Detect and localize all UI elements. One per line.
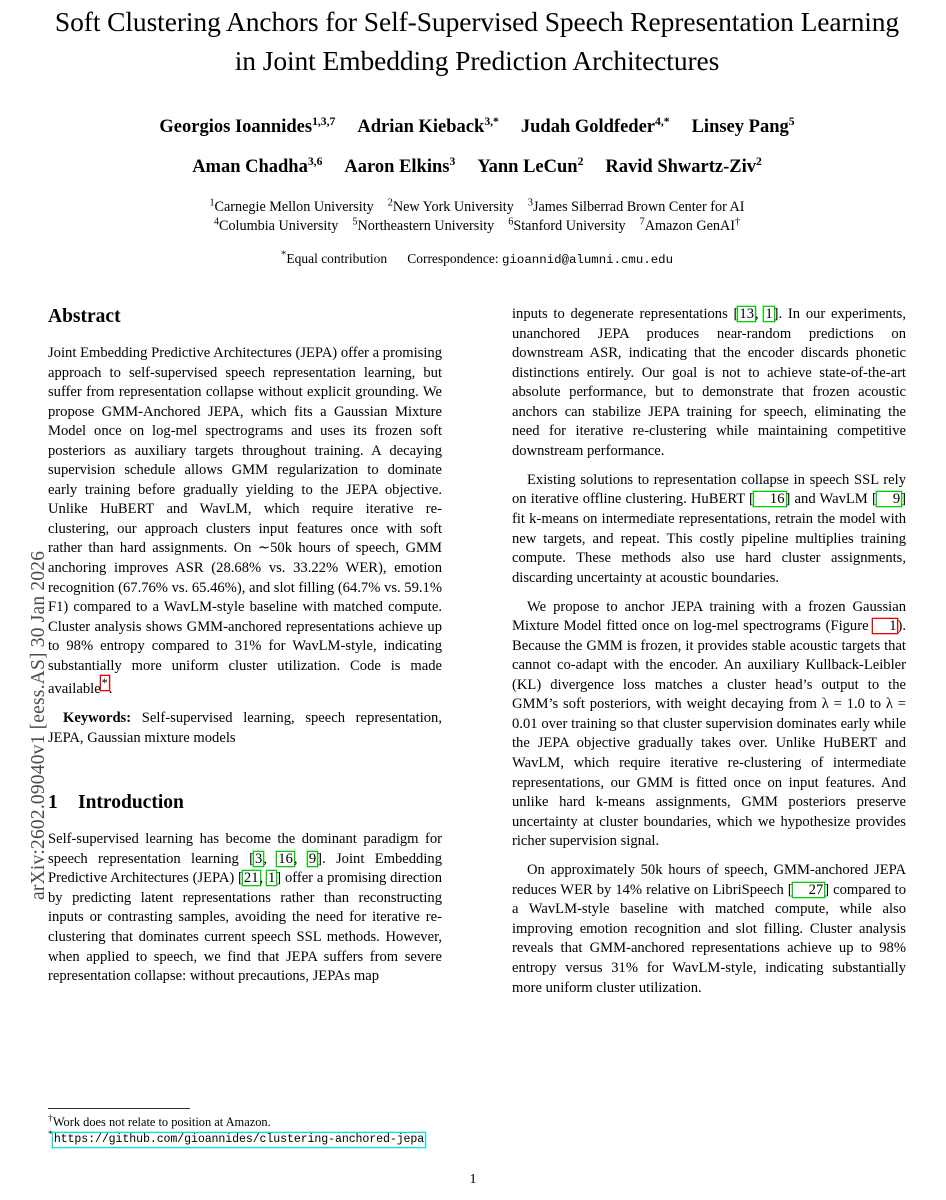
author-affiliation-sup: 1,3,7 — [312, 114, 336, 128]
right-column — [512, 305, 906, 998]
section-title: Introduction — [78, 792, 184, 814]
citation-link[interactable]: 13 — [739, 306, 754, 322]
affiliation-index: 1 — [209, 197, 215, 209]
keywords-paragraph — [48, 709, 442, 748]
arxiv-stamp-text: arXiv:2602.09040v1 [eess.AS] 30 Jan 2026 — [28, 550, 49, 900]
author-name: Adrian Kieback — [357, 117, 485, 137]
author — [357, 114, 499, 137]
left-column — [48, 305, 442, 987]
footnote-block — [48, 1108, 442, 1147]
author-name: Linsey Pang — [691, 117, 789, 137]
rc2-text-b: ] and WavLM [ — [785, 491, 877, 508]
abstract-paragraph — [48, 344, 442, 700]
affiliation-name: Columbia University — [219, 218, 339, 234]
affiliation — [209, 199, 373, 215]
title-block — [48, 0, 906, 269]
keywords-label: Keywords: — [63, 710, 132, 727]
rc2-text-a: Existing solutions to representation collapse in speech SSL rely on iterative offline clustering. HuBERT [ — [512, 471, 906, 508]
abstract-code-footnote-link[interactable]: * — [101, 676, 108, 691]
correspondence-label: Correspondence: — [407, 251, 499, 266]
citation-link[interactable]: 16 — [278, 850, 293, 867]
author-affiliation-sup: 3 — [449, 154, 456, 168]
citation-link[interactable]: 9 — [877, 492, 901, 506]
page-title: Soft Clustering Anchors for Self-Supervised Speech Representation Learning in Joint Embedding Prediction Architectures — [54, 6, 900, 76]
affiliation-name: Northeastern University — [357, 218, 495, 234]
intro-text-d: ]. Joint Embedding Predictive Architectures (JEPA) [ — [48, 850, 442, 887]
affiliation-index: 3 — [527, 197, 533, 209]
rc3-text-b: ). Because the GMM is frozen, it provides stable acoustic targets that cannot co-adapt with the encoder. An auxiliary Kullback-Leibler (KL) divergence loss matches a cluster head’s output to the GMM’s soft posteriors, with weight decaying from λ = 1.0 to λ = 0.01 over training so that cluster supervision dominates early while the JEPA objective gradually takes over. Unlike HuBERT and WavLM, which require iterative re-clustering of intermediate representations, our GMM is fitted once on input features. And unlike hard k-means assignments, GMM posteriors preserve uncertainty at cluster boundaries, which we hypothesize provides richer supervision signal. — [512, 618, 906, 850]
equal-contribution-label: Equal contribution — [286, 251, 388, 266]
affiliation — [214, 218, 339, 234]
author-name: Aman Chadha — [192, 157, 308, 177]
dagger-marker: † — [734, 216, 741, 228]
equal-contribution-marker: * — [280, 248, 287, 261]
author-name: Yann LeCun — [477, 157, 578, 177]
affiliations — [48, 198, 906, 236]
affiliation — [352, 218, 494, 234]
introduction-heading — [48, 791, 442, 815]
page-number: 1 — [469, 1172, 477, 1187]
affiliation — [640, 218, 740, 234]
affiliation-line-2 — [48, 217, 906, 236]
citation-link[interactable]: 1 — [765, 306, 773, 322]
affiliation-name: Stanford University — [513, 218, 626, 234]
author-name: Georgios Ioannides — [159, 117, 313, 137]
author — [477, 154, 584, 177]
affiliation — [528, 199, 745, 215]
abstract-text-end: . — [108, 681, 113, 698]
citation-link[interactable]: 9 — [308, 850, 317, 867]
keywords-text: Self-supervised learning, speech representation, JEPA, Gaussian mixture models — [48, 710, 442, 746]
intro-text-f: ] offer a promising direction by predicting latent representations rather than reconstructing inputs or contrasting samples, avoiding the need for iterative re-clustering that dominates current speech SSL methods. However, when applied to speech, we find that JEPA suffers from severe representation collapse: without precautions, JEPAs map — [48, 870, 443, 985]
author-affiliation-sup: 2 — [577, 154, 584, 168]
affiliation-line-1 — [48, 198, 906, 217]
footnote-dagger-text: Work does not relate to position at Amazon. — [52, 1115, 271, 1129]
affiliation-index: 7 — [639, 216, 645, 228]
affiliation-index: 4 — [213, 216, 219, 228]
intro-text-c: , — [293, 850, 308, 867]
rc3-text-a: We propose to anchor JEPA training with a frozen Gaussian Mixture Model fitted once on log-mel spectrograms (Figure — [512, 598, 906, 635]
author — [192, 154, 323, 177]
author-affiliation-sup: 5 — [788, 114, 795, 128]
affiliation-name: Carnegie Mellon University — [214, 199, 374, 215]
affiliation-index: 6 — [508, 216, 514, 228]
rc4-text-b: ] compared to a WavLM-style baseline with matched compute, while also improving emotion recognition and slot filling. Cluster analysis reveals that GMM-anchored representations achieve up to 98% entropy versus 31% for WavLM-style, indicating substantially more uniform cluster utilization. — [512, 881, 906, 996]
author-name: Aaron Elkins — [344, 157, 450, 177]
abstract-heading: Abstract — [48, 306, 121, 327]
rc2-text-c: ] fit k-means on intermediate representations, retrain the model with new targets, and repeat. This costly pipeline multiplies training compute. These methods also use hard cluster assignments, discarding uncertainty at acoustic boundaries. — [512, 491, 906, 586]
intro-text-a: Self-supervised learning has become the dominant paradigm for speech representation learning [ — [48, 831, 442, 867]
correspondence-line — [48, 250, 906, 269]
affiliation-name: New York University — [392, 199, 514, 215]
author-name: Ravid Shwartz-Ziv — [605, 157, 756, 177]
footnote-dagger-marker: † — [48, 1112, 53, 1124]
right-paragraph-1 — [512, 305, 906, 461]
author-row-2 — [48, 156, 906, 178]
footnote-star-marker: * — [48, 1128, 53, 1140]
author-affiliation-sup: 4,* — [655, 114, 670, 128]
introduction-paragraph-1 — [48, 830, 442, 986]
rc-text-c: ]. In our experiments, unanchored JEPA produces near-random predictions on downstream ASR, indicating that the encoder discards phonetic distinctions entirely. Our goal is not to achieve state-of-the-art absolute performance, but to demonstrate that frozen acoustic anchors can stabilize JEPA training for speech, eliminating the need for iterative re-clustering while maintaining competitive downstream performance. — [512, 306, 906, 459]
citation-link[interactable]: 27 — [793, 883, 825, 897]
author-affiliation-sup: 3,6 — [307, 154, 323, 168]
intro-text-e: , — [259, 870, 267, 887]
abstract-text: Joint Embedding Predictive Architectures (JEPA) offer a promising approach to self-supervised speech representation learning, but suffer from representation collapse without explicit grounding. We propose GMM-Anchored JEPA, which fits a Gaussian Mixture Model once on log-mel spectrograms and uses its frozen soft posteriors as auxiliary targets throughout training. A decaying supervision schedule allows GMM regularization to dominate early training before gradually yielding to the JEPA objective. Unlike HuBERT and WavLM, which require iterative re-clustering, our approach clusters input features once with soft rather than hard assignments. On ∼50k hours of speech, GMM anchoring improves ASR (28.68% vs. 33.22% WER), emotion recognition (67.76% vs. 65.46%), and slot filling (64.7% vs. 59.1% F1) compared to a WavLM-style baseline with matched compute. Cluster analysis shows GMM-anchored representations achieve up to 98% entropy compared to 31% for WavLM-style, indicating substantially more uniform cluster utilization. Code is made available — [48, 345, 442, 698]
author — [520, 114, 670, 137]
author — [691, 114, 795, 137]
affiliation-name: Amazon GenAI — [644, 218, 735, 234]
section-number: 1 — [48, 792, 58, 814]
affiliation-name: James Silberrad Brown Center for AI — [532, 199, 745, 215]
affiliation-index: 2 — [387, 197, 393, 209]
author-affiliation-sup: 3,* — [484, 114, 499, 128]
footnote-dagger — [48, 1114, 442, 1130]
right-paragraph-3 — [512, 598, 906, 852]
author — [605, 154, 762, 177]
rc4-text-a: On approximately 50k hours of speech, GMM-anchored JEPA reduces WER by 14% relative on LibriSpeech [ — [512, 862, 906, 898]
affiliation — [508, 218, 625, 234]
author — [159, 114, 336, 137]
footnote-url-line — [48, 1130, 442, 1147]
author — [344, 154, 456, 177]
rc-text-a: inputs to degenerate representations [ — [512, 306, 739, 322]
footnote-separator-rule — [48, 1108, 190, 1109]
author-row-1 — [48, 116, 906, 138]
github-url-link[interactable]: https://github.com/gioannides/clustering-anchored-jepa — [53, 1133, 425, 1146]
citation-link[interactable]: 3 — [255, 850, 263, 867]
citation-link[interactable]: 16 — [754, 492, 786, 506]
author-affiliation-sup: 2 — [755, 154, 762, 168]
citation-link[interactable]: 21 — [243, 870, 259, 887]
correspondence-email: gioannid@alumni.cmu.edu — [502, 253, 674, 267]
intro-text-b: , — [263, 850, 278, 867]
rc-text-b: , — [754, 306, 765, 322]
citation-link[interactable]: 1 — [267, 870, 276, 887]
author-name: Judah Goldfeder — [520, 117, 656, 137]
right-paragraph-2 — [512, 471, 906, 588]
affiliation — [388, 199, 514, 215]
affiliation-index: 5 — [352, 216, 358, 228]
right-paragraph-4 — [512, 861, 906, 998]
figure-reference-link[interactable]: 1 — [873, 619, 897, 633]
